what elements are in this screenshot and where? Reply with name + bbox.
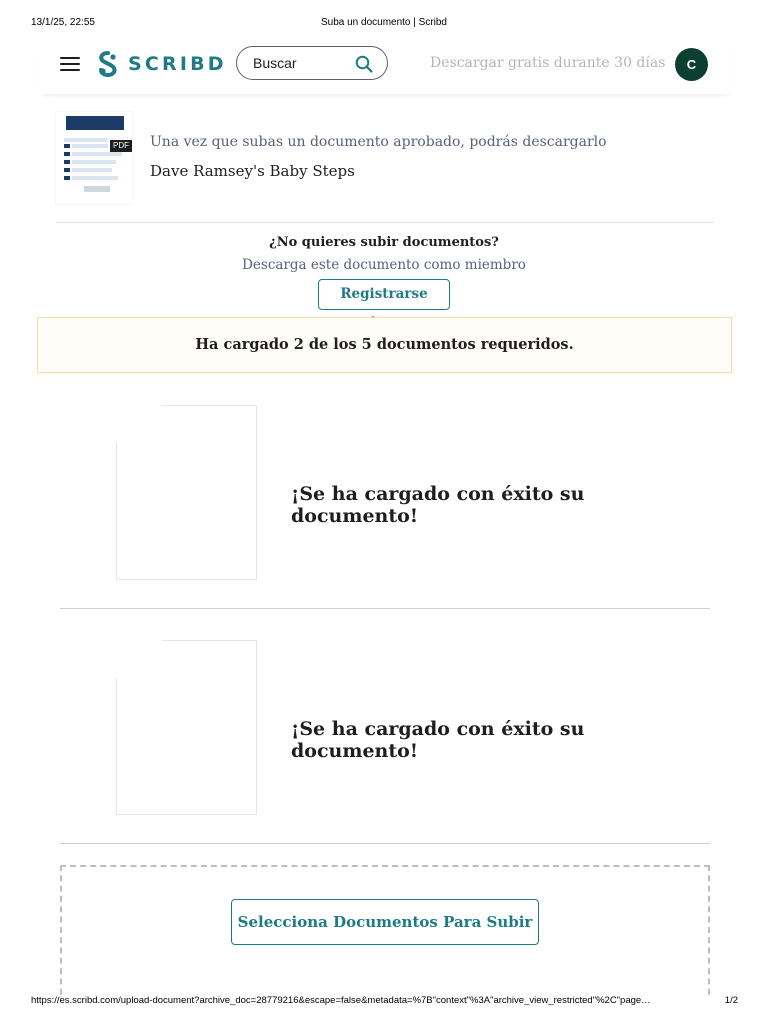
document-title[interactable]: Dave Ramsey's Baby Steps <box>150 162 355 180</box>
top-navigation-bar <box>38 38 732 94</box>
print-date: 13/1/25, 22:55 <box>31 17 95 28</box>
scribd-logo-icon <box>97 51 119 77</box>
print-page-number: 1/2 <box>724 995 738 1006</box>
upload-success-message: ¡Se ha cargado con éxito su documento! <box>291 718 585 762</box>
search-icon[interactable] <box>355 55 373 73</box>
no-upload-subtitle: Descarga este documento como miembro <box>242 257 526 273</box>
no-upload-question: ¿No quieres subir documentos? <box>269 235 499 250</box>
menu-icon[interactable] <box>60 57 80 72</box>
uploaded-document-thumbnail <box>116 640 257 815</box>
print-footer <box>0 995 768 1009</box>
upload-progress-banner: Ha cargado 2 de los 5 documentos requeridos. <box>37 317 732 373</box>
scribd-logo[interactable] <box>97 50 227 78</box>
uploaded-document-row <box>60 373 710 609</box>
document-info <box>56 110 714 223</box>
user-avatar[interactable]: C <box>675 48 708 81</box>
pdf-badge: PDF <box>110 140 132 152</box>
upload-success-message: ¡Se ha cargado con éxito su documento! <box>291 483 585 527</box>
print-title: Suba un documento | Scribd <box>320 17 447 28</box>
search-placeholder: Buscar <box>253 55 297 71</box>
no-upload-section <box>0 235 768 273</box>
uploaded-document-thumbnail <box>116 405 257 580</box>
register-button[interactable]: Registrarse <box>318 279 450 310</box>
document-thumbnail[interactable] <box>56 112 132 204</box>
download-note: Una vez que subas un documento aprobado, podrás descargarlo <box>150 134 607 150</box>
print-header <box>0 17 768 31</box>
select-documents-button[interactable]: Selecciona Documentos Para Subir <box>231 899 539 945</box>
print-url: https://es.scribd.com/upload-document?archive_doc=28779216&escape=false&metadata=%7B"context"%3A"archive_view_restricted"%2C"page… <box>31 995 651 1006</box>
free-download-link[interactable]: Descargar gratis durante 30 días <box>430 55 666 71</box>
logo-text: SCRIBD <box>128 53 227 75</box>
uploaded-document-row <box>60 608 710 844</box>
search-input[interactable] <box>236 46 388 80</box>
